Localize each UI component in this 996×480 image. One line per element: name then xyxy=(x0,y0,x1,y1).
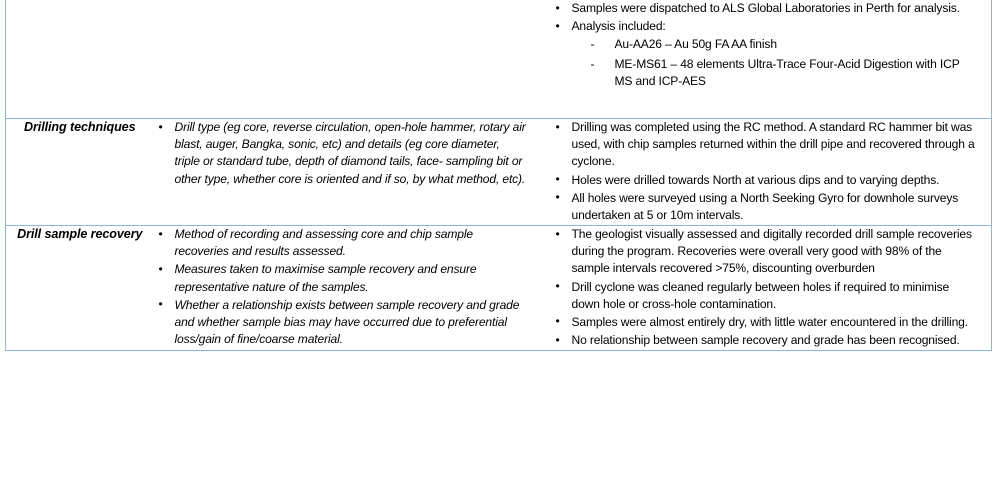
explanation-list xyxy=(156,226,527,348)
table-row xyxy=(6,119,992,226)
criteria-label-cell xyxy=(6,226,154,351)
list-item xyxy=(553,226,976,278)
table-row xyxy=(6,226,992,351)
list-item-text: • Holes were drilled towards North at various dips and to varying depths. xyxy=(571,172,940,187)
list-item-text: • No relationship between sample recovery and grade has been recognised. xyxy=(571,333,960,348)
list-item xyxy=(553,314,976,331)
criteria-label-cell xyxy=(6,0,154,119)
list-item-text: • Whether a relationship exists between sample recovery and grade and whether sample bias may have occurred due to preferential loss/gain of fine/coarse material. xyxy=(174,297,520,347)
list-item xyxy=(156,119,527,188)
list-item-text: • Drill cyclone was cleaned regularly between holes if required to minimise down hole or cross-hole contamination. xyxy=(571,279,950,311)
table-row xyxy=(6,0,992,119)
explanation-list xyxy=(156,119,527,188)
criteria-label: Drill sample recovery xyxy=(17,227,143,242)
criteria-label: Drilling techniques xyxy=(24,120,136,134)
list-item-text: • Drilling was completed using the RC method. A standard RC hammer bit was used, with chip samples returned within the drill pipe and recovered through a cyclone. xyxy=(571,120,975,169)
commentary-cell xyxy=(541,119,992,226)
criteria-label-cell xyxy=(6,119,154,226)
list-item-text: • Measures taken to maximise sample recovery and ensure representative nature of the samples. xyxy=(174,262,477,294)
empty-explanation xyxy=(156,0,527,118)
list-item-text: • The geologist visually assessed and digitally recorded drill sample recoveries during the program. Recoveries were overall very good with 98% of the sample intervals recovered >75%, discounting overburden xyxy=(571,227,972,276)
jorc-explanation-cell xyxy=(154,0,541,119)
jorc-criteria-table xyxy=(5,0,992,351)
commentary-list xyxy=(553,119,976,224)
list-item xyxy=(156,226,527,260)
table-body xyxy=(6,0,992,351)
jorc-explanation-cell xyxy=(154,119,541,226)
list-item xyxy=(553,279,976,313)
list-item xyxy=(553,0,976,17)
commentary-cell xyxy=(541,226,992,351)
list-item xyxy=(553,119,976,171)
list-item xyxy=(553,18,976,90)
list-item-text: • All holes were surveyed using a North Seeking Gyro for downhole surveys undertaken at 5 or 10m intervals. xyxy=(571,190,959,222)
list-item-text: • Samples were almost entirely dry, with little water encountered in the drilling. xyxy=(571,314,968,329)
sub-list-item: - ME-MS61 – 48 elements Ultra-Trace Four-Acid Digestion with ICP MS and ICP-AES xyxy=(572,56,976,90)
list-item xyxy=(553,190,976,224)
list-item-text: • Drill type (eg core, reverse circulation, open-hole hammer, rotary air blast, auger, Bangka, sonic, etc) and details (eg core diameter, triple or standard tube, depth of diamond tails, face- sampling bit or other type, whether core is oriented and if so, by what method, etc). xyxy=(174,120,526,186)
list-item-text: • Analysis included: xyxy=(571,19,666,34)
list-item xyxy=(553,172,976,189)
commentary-cell xyxy=(541,0,992,119)
list-item-text: • Method of recording and assessing core and chip sample recoveries and results assessed. xyxy=(174,227,473,259)
jorc-explanation-cell xyxy=(154,226,541,351)
list-item xyxy=(553,332,976,349)
sub-list xyxy=(572,36,976,90)
sub-list-item: - Au-AA26 – Au 50g FA AA finish xyxy=(572,36,976,53)
list-item-text: • Samples were dispatched to ALS Global Laboratories in Perth for analysis. xyxy=(571,1,960,15)
list-item xyxy=(156,297,527,349)
commentary-list xyxy=(553,0,976,90)
commentary-list xyxy=(553,226,976,349)
list-item xyxy=(156,261,527,295)
